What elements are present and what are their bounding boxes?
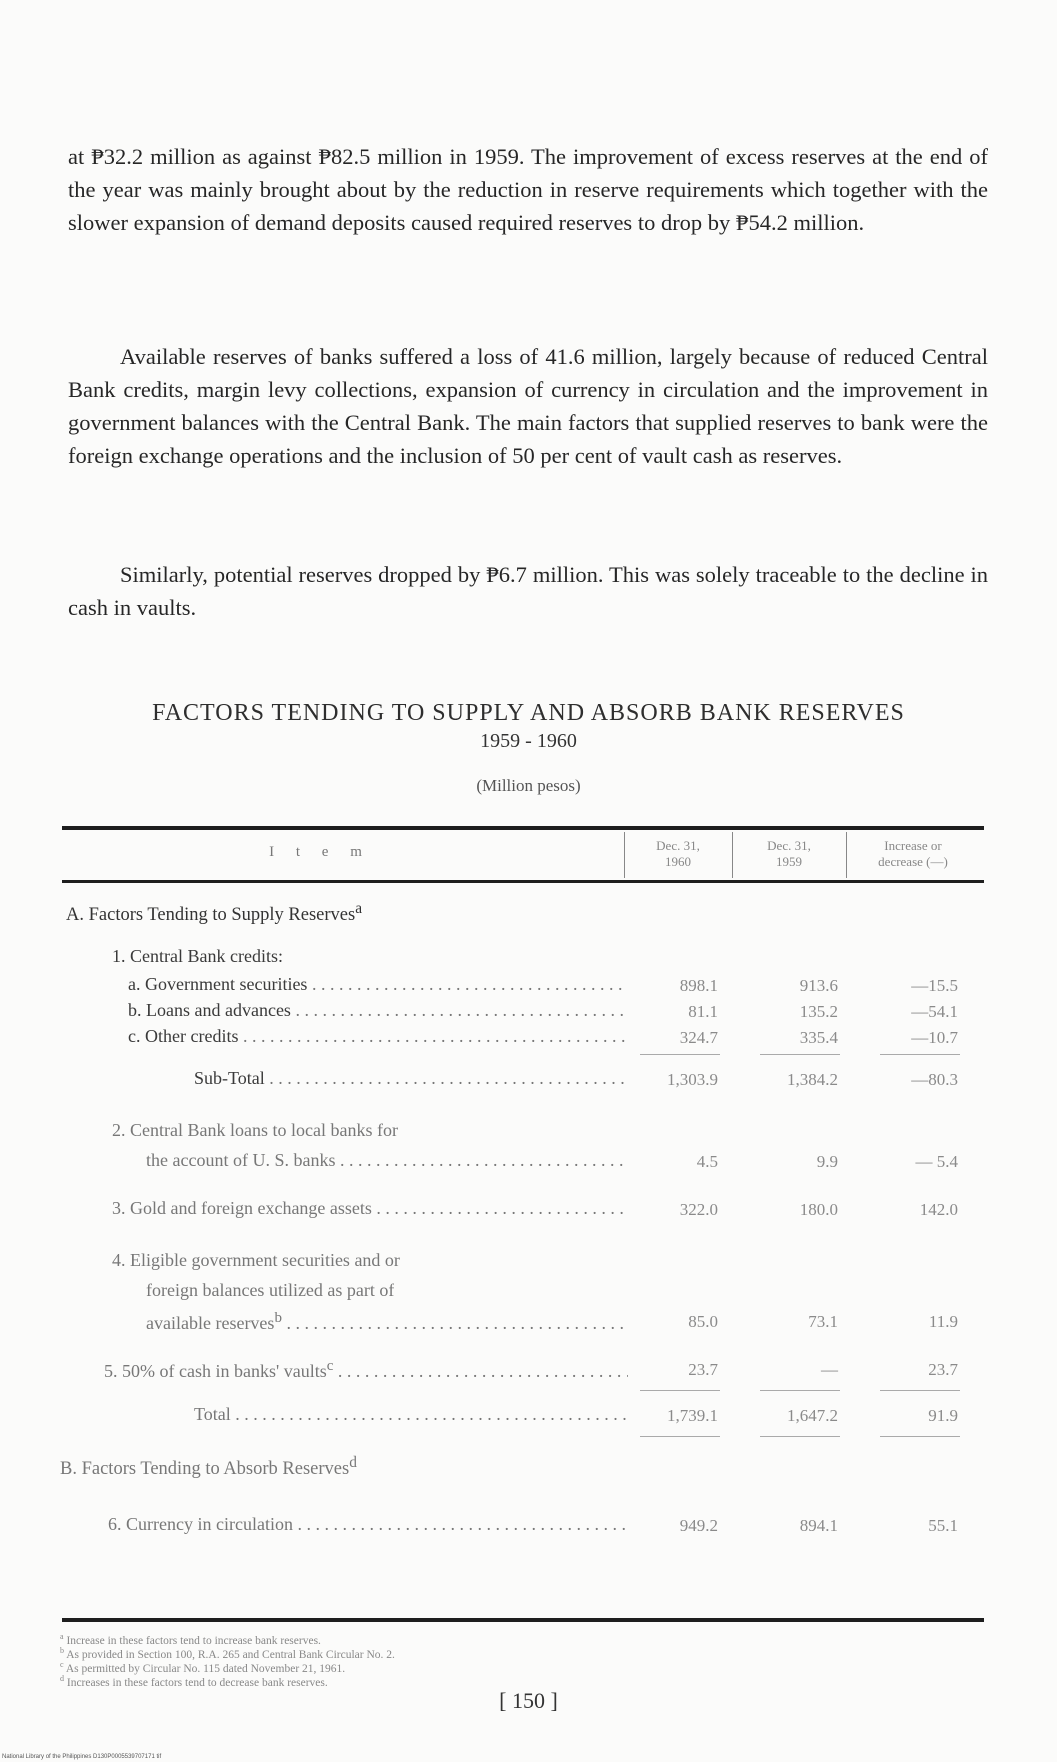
cell-1959: 9.9	[816, 1152, 838, 1171]
row-label-gold-fx: 3. Gold and foreign exchange assets . . .	[112, 1198, 628, 1219]
footnote-text: Increase in these factors tend to increase bank reserves.	[66, 1634, 321, 1647]
sum-rule	[760, 1390, 840, 1391]
column-header-1960-line2: 1960	[665, 854, 691, 869]
cell-1960: 23.7	[688, 1360, 718, 1379]
section-b-label	[60, 1454, 357, 1480]
column-divider	[846, 832, 847, 878]
cell-change: 142.0	[919, 1200, 958, 1219]
cell-change: —15.5	[911, 976, 958, 995]
paragraph-available-reserves-text: Available reserves of banks suffered a loss of 41.6 million, largely because of reduced Central Bank credits, margin levy collections, expansion of currency in circulation and the improvement in government balances with the Central Bank. The main factors that supplied reserves to bank were the foreign exchange operations and the inclusion of 50 per cent of vault cash as reserves.	[68, 344, 988, 468]
row-label-total: Total . . .	[194, 1404, 628, 1425]
cell-1960: 324.7	[679, 1028, 718, 1047]
paragraph-excess-reserves: at ₱32.2 million as against ₱82.5 million in 1959. The improvement of excess reserves at the end of the year was mainly brought about by the reduction in reserve requirements which together with the slower expansion of demand deposits caused required reserves to drop by ₱54.2 million.	[68, 144, 988, 235]
row-label-eligible-line3-text: available reserves	[146, 1313, 275, 1333]
cell-change: —10.7	[911, 1028, 958, 1047]
footnote-text: As provided in Section 100, R.A. 265 and Central Bank Circular No. 2.	[66, 1648, 395, 1661]
section-a-text: A. Factors Tending to Supply Reserves	[66, 905, 356, 926]
sum-rule	[880, 1390, 960, 1391]
cell-1960: 322.0	[679, 1200, 718, 1219]
sum-rule	[640, 1054, 720, 1055]
column-header-item: I t e m	[269, 844, 371, 860]
sum-rule	[760, 1436, 840, 1437]
row-label-vault-cash-text: 5. 50% of cash in banks' vaults	[104, 1361, 327, 1381]
cell-change: 55.1	[928, 1516, 958, 1535]
row-label-sub-total: Sub-Total . . .	[194, 1068, 628, 1089]
section-b-text: B. Factors Tending to Absorb Reserves	[60, 1459, 350, 1480]
footnote-marker: c	[326, 1358, 334, 1374]
sum-rule	[640, 1390, 720, 1391]
row-label-currency: 6. Currency in circulation . . .	[108, 1514, 628, 1535]
cell-change: 91.9	[928, 1406, 958, 1425]
footnote-text: As permitted by Circular No. 115 dated November 21, 1961.	[65, 1662, 346, 1675]
cell-1959: 894.1	[799, 1516, 838, 1535]
cell-1960: 81.1	[688, 1002, 718, 1021]
row-label-vault-cash	[104, 1358, 628, 1382]
cell-change: — 5.4	[915, 1152, 958, 1171]
cell-change: —80.3	[911, 1070, 958, 1089]
paragraph-potential-reserves-text: Similarly, potential reserves dropped by ₱6.7 million. This was solely traceable to the decline in cash in vaults.	[68, 562, 988, 620]
row-label-government-securities: a. Government securities . . .	[128, 974, 628, 995]
paragraph-available-reserves	[68, 340, 988, 472]
footnote-marker: d	[349, 1454, 357, 1471]
footnote-marker: a	[355, 900, 363, 917]
sum-rule	[880, 1436, 960, 1437]
cell-1960: 4.5	[696, 1152, 718, 1171]
row-label-cb-loans-line1: 2. Central Bank loans to local banks for	[112, 1120, 398, 1140]
cell-1960: 1,303.9	[667, 1070, 718, 1089]
column-header-1959-line1: Dec. 31,	[767, 838, 811, 853]
cell-1959: 135.2	[799, 1002, 838, 1021]
cell-1960: 1,739.1	[667, 1406, 718, 1425]
footnote-a	[60, 1632, 321, 1647]
cell-change: 11.9	[928, 1312, 958, 1331]
cell-1960: 85.0	[688, 1312, 718, 1331]
scan-imprint: National Library of the Philippines D130P0005539707171 tif	[2, 1754, 162, 1760]
row-label-eligible-line1: 4. Eligible government securities and or	[112, 1250, 400, 1270]
cell-1959: 913.6	[799, 976, 838, 995]
cell-1959: 1,647.2	[787, 1406, 838, 1425]
column-header-1960	[626, 838, 730, 870]
footnote-text: Increases in these factors tend to decrease bank reserves.	[66, 1676, 328, 1689]
sum-rule	[760, 1054, 840, 1055]
column-header-1960-line1: Dec. 31,	[656, 838, 700, 853]
cell-1959: 335.4	[799, 1028, 838, 1047]
table-unit: (Million pesos)	[476, 776, 581, 795]
footnote-mark: a	[60, 1632, 64, 1641]
row-label-cb-loans-line2: the account of U. S. banks . . .	[146, 1150, 628, 1171]
table-header-rule	[62, 880, 984, 883]
footnote-mark: b	[60, 1646, 64, 1655]
table-top-rule	[62, 826, 984, 830]
cell-1959: 73.1	[808, 1312, 838, 1331]
row-label-loans-advances: b. Loans and advances . . .	[128, 1000, 628, 1021]
cell-change: —54.1	[911, 1002, 958, 1021]
column-divider	[624, 832, 625, 878]
cell-1960: 949.2	[679, 1516, 718, 1535]
cell-1959: 1,384.2	[787, 1070, 838, 1089]
column-header-change-line2: decrease (—)	[878, 854, 948, 869]
footnote-marker: b	[274, 1310, 282, 1326]
column-header-change-line1: Increase or	[884, 838, 942, 853]
cb-credits-label: 1. Central Bank credits:	[112, 946, 283, 966]
footnote-d	[60, 1674, 328, 1689]
table-years: 1959 - 1960	[480, 730, 577, 752]
column-header-1959	[734, 838, 844, 870]
footnote-mark: c	[60, 1660, 64, 1669]
footnote-b	[60, 1646, 395, 1661]
column-divider	[732, 832, 733, 878]
table-title: FACTORS TENDING TO SUPPLY AND ABSORB BANK RESERVES	[152, 700, 905, 726]
table-bottom-rule	[62, 1618, 984, 1622]
cell-1959: —	[821, 1360, 838, 1379]
cell-1960: 898.1	[679, 976, 718, 995]
column-header-change	[848, 838, 978, 870]
sum-rule	[640, 1436, 720, 1437]
row-label-eligible-line3	[146, 1310, 628, 1334]
footnote-c	[60, 1660, 345, 1675]
row-label-eligible-line2: foreign balances utilized as part of	[146, 1280, 395, 1300]
cell-change: 23.7	[928, 1360, 958, 1379]
sum-rule	[880, 1054, 960, 1055]
paragraph-potential-reserves	[68, 558, 988, 624]
page-number: [ 150 ]	[499, 1688, 558, 1713]
section-a-label	[66, 900, 362, 926]
column-header-1959-line2: 1959	[776, 854, 802, 869]
cell-1959: 180.0	[799, 1200, 838, 1219]
footnote-mark: d	[60, 1674, 64, 1683]
row-label-other-credits: c. Other credits . . .	[128, 1026, 628, 1047]
